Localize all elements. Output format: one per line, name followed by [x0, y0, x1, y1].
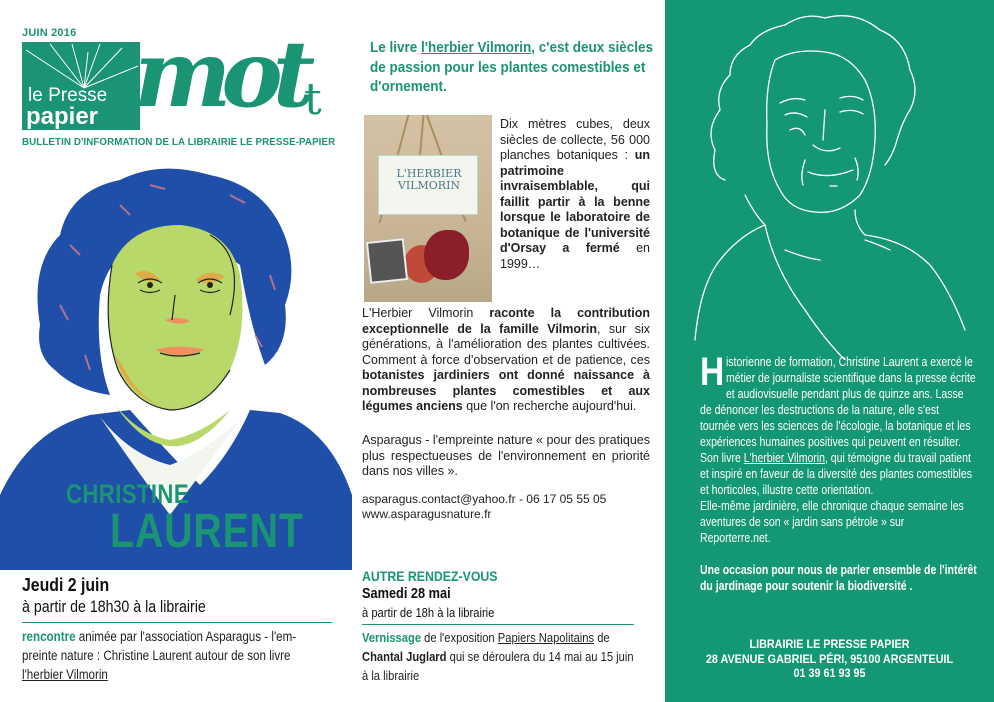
intro-bold: un patrimoine invraisemblable, qui faillit partir à la benne lorsque le laboratoire de botanique de l'université d'Orsay a fermé — [500, 148, 650, 255]
asparagus-text: Asparagus - l'empreinte nature « pour des pratiques plus respectueuses de l'environnement en priorité dans nos villes ». — [362, 433, 650, 478]
body-3: , sur six générations, à l'amélioration des plantes cultivées. Comment à force d'observation et de patience, ces — [362, 321, 650, 367]
other-event-day: Samedi 28 mai — [362, 586, 451, 602]
logo-text-papier: papier — [26, 103, 99, 130]
body-5: que l'on recherche aujourd'hui. — [462, 399, 637, 413]
logo-box — [22, 42, 140, 130]
issue-date: JUIN 2016 — [22, 27, 77, 39]
body-2: raconte la contribution exceptionnelle de la famille Vilmorin — [362, 306, 650, 336]
bio-closing: Une occasion pour nous de parler ensemble de l'intérêt du jardinage pour soutenir la biodiversité . — [700, 563, 977, 593]
bio-para-2-post: , qui témoigne du travail patient et inspiré en faveur de la diversité des plantes comestibles et horticoles, illustre cette orientation. — [700, 451, 972, 497]
other-event-time: à partir de 18h à la librairie — [362, 605, 495, 620]
bookstore-address — [665, 637, 994, 681]
contact-email-phone[interactable]: asparagus.contact@yahoo.fr - 06 17 05 55 05 — [362, 492, 607, 506]
bookstore-phone[interactable]: 01 39 61 93 95 — [793, 666, 866, 680]
logo-text-le-presse: le Presse — [28, 85, 108, 106]
event-description-text: animée par l'association Asparagus - l'em-preinte nature : Christine Laurent autour de son livre — [22, 629, 297, 663]
headline-pre: Le livre — [370, 39, 422, 56]
other-event-desc-2: de — [594, 630, 610, 645]
article-intro — [500, 117, 650, 272]
other-event-description — [362, 628, 637, 685]
masthead-title-tail: t — [304, 74, 322, 125]
other-event-title: AUTRE RENDEZ-VOUS — [362, 568, 498, 584]
other-event-desc-3: qui se déroulera du 14 mai au 15 juin à la librairie — [362, 649, 634, 683]
event-time: à partir de 18h30 à la librairie — [22, 598, 206, 616]
masthead-subtitle: BULLETIN D'INFORMATION DE LA LIBRAIRIE LE PRESSE-PAPIER — [22, 136, 336, 148]
artist-name: Chantal Juglard — [362, 649, 447, 664]
divider — [22, 622, 332, 623]
headline-post: , c'est deux siècles de passion pour les plantes comestibles et d'ornement. — [370, 39, 654, 95]
book-photo-inset — [366, 238, 408, 284]
bio-para-2-pre: Son livre — [700, 451, 744, 465]
bio-para-1: istorienne de formation, Christine Laurent a exercé le métier de journaliste scientifique dans la presse écrite et audiovisuelle pendant plus de quinze ans. Lasse de dénoncer les destructions de la nature, elle s'est tournée vers les sciences de l'écologie, la botanique et les expériences humaines positives qui peuvent en résulter. — [700, 355, 976, 449]
bookstore-name: LIBRAIRIE LE PRESSE PAPIER — [749, 637, 910, 651]
article-column — [360, 0, 654, 702]
line-portrait-sketch — [665, 0, 994, 360]
event-type: rencontre — [22, 629, 76, 644]
bio-panel — [665, 0, 994, 702]
intro-end: en 1999… — [500, 241, 650, 271]
dropcap: H — [700, 350, 725, 394]
body-4: botanistes jardiniers ont donné naissance à nombreuses plantes comestibles et aux légumes anciens — [362, 368, 650, 413]
other-event-label: Vernissage — [362, 630, 422, 645]
divider — [362, 624, 634, 625]
event-day: Jeudi 2 juin — [22, 575, 110, 595]
book-cover-title-2: VILMORIN — [397, 179, 461, 192]
event-description — [22, 627, 332, 684]
bookstore-street: 28 AVENUE GABRIEL PÉRI, 95100 ARGENTEUIL — [705, 651, 954, 666]
guest-last-name: LAURENT — [110, 505, 304, 558]
exhibition-link[interactable]: Papiers Napolitains — [497, 630, 595, 645]
book-link[interactable]: l'herbier Vilmorin — [22, 667, 108, 682]
bio-para-3: Elle-même jardinière, elle chronique chaque semaine les aventures de son « jardin sans pétrole » sur Reporterre.net. — [700, 499, 964, 545]
guest-first-name: CHRISTINE — [66, 479, 190, 509]
bio-text — [700, 350, 977, 546]
book-title-card — [378, 155, 478, 215]
bio-book-link[interactable]: L'herbier Vilmorin — [743, 451, 825, 465]
intro-plain: Dix mètres cubes, deux siècles de collecte, 56 000 planches botaniques : — [500, 117, 650, 162]
contact-website[interactable]: www.asparagusnature.fr — [362, 507, 492, 521]
article-headline — [370, 38, 658, 97]
article-body — [362, 306, 650, 415]
headline-book-link[interactable]: l'herbier Vilmorin — [421, 39, 532, 56]
body-1: L'Herbier Vilmorin — [362, 306, 490, 320]
book-cover-title-1: L'HERBIER — [396, 167, 462, 180]
masthead-title: mot — [134, 20, 306, 128]
cover-column — [0, 0, 352, 702]
book-cover-image — [364, 115, 492, 302]
other-event-desc-1: de l'exposition — [421, 630, 498, 645]
